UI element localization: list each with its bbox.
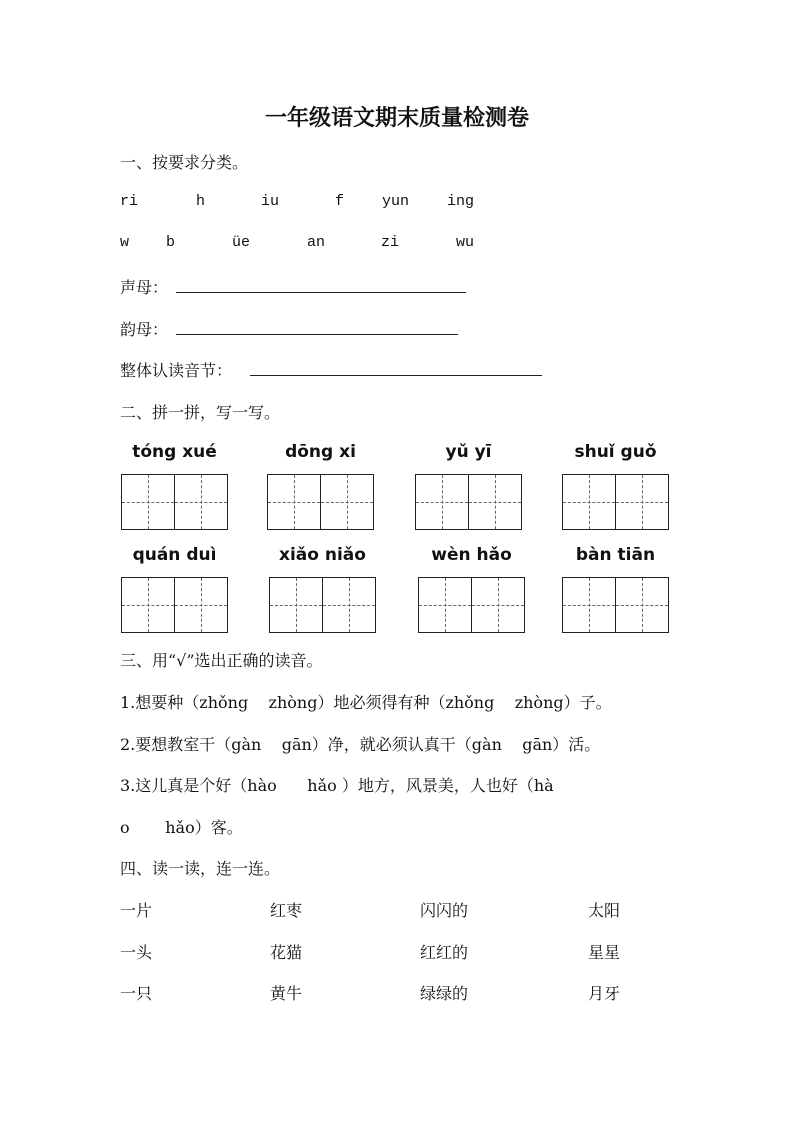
writing-grid[interactable] <box>121 474 228 530</box>
pinyin-word: dōng xi <box>285 442 356 462</box>
pinyin-item: üe <box>232 234 251 251</box>
match-item[interactable]: 一头 <box>120 943 153 962</box>
yunmu-label: 韵母： <box>120 320 169 339</box>
match-item[interactable]: 星星 <box>588 943 621 962</box>
pinyin-item: yun <box>382 193 410 210</box>
writing-grid[interactable] <box>121 577 228 633</box>
pinyin-word: bàn tiān <box>575 545 656 565</box>
pinyin-word: tóng xué <box>132 442 217 462</box>
page-title: 一年级语文期末质量检测卷 <box>264 105 529 131</box>
section4-heading: 四、读一读，连一连。 <box>120 859 281 878</box>
pinyin-item: h <box>196 193 206 210</box>
match-item[interactable]: 一片 <box>120 901 153 920</box>
section1-heading: 一、按要求分类。 <box>120 153 249 172</box>
section2-heading: 二、拼一拼，写一写。 <box>120 403 281 422</box>
writing-grid[interactable] <box>415 474 522 530</box>
pinyin-word: yǔ yī <box>445 442 492 462</box>
pinyin-item: ing <box>447 193 475 210</box>
match-item[interactable]: 花猫 <box>270 943 303 962</box>
pinyin-item: iu <box>261 193 280 210</box>
match-item[interactable]: 月牙 <box>588 984 621 1003</box>
question-3: 3.这儿真是个好（hào hǎo ）地方，风景美，人也好（hà <box>120 776 554 795</box>
match-item[interactable]: 绿绿的 <box>420 984 469 1003</box>
pinyin-word: quán duì <box>132 545 217 565</box>
shengmu-label: 声母： <box>120 278 169 297</box>
writing-grid[interactable] <box>562 577 669 633</box>
pinyin-item: an <box>307 234 326 251</box>
section3-heading: 三、用“√”选出正确的读音。 <box>120 651 323 670</box>
zhengti-answer-line[interactable] <box>250 375 542 376</box>
pinyin-item: f <box>335 193 345 210</box>
match-item[interactable]: 一只 <box>120 984 153 1003</box>
pinyin-item: b <box>166 234 176 251</box>
match-item[interactable]: 红枣 <box>270 901 303 920</box>
match-item[interactable]: 太阳 <box>588 901 621 920</box>
pinyin-item: ri <box>120 193 139 210</box>
match-item[interactable]: 红红的 <box>420 943 469 962</box>
match-item[interactable]: 闪闪的 <box>420 901 469 920</box>
question-2: 2.要想教室干（gàn gān）净，就必须认真干（gàn gān）活。 <box>120 735 601 754</box>
writing-grid[interactable] <box>269 577 376 633</box>
pinyin-word: xiǎo niǎo <box>279 545 366 565</box>
shengmu-answer-line[interactable] <box>176 292 466 293</box>
pinyin-word: shuǐ guǒ <box>574 442 657 462</box>
writing-grid[interactable] <box>562 474 669 530</box>
question-3-continued: o hǎo）客。 <box>120 818 243 837</box>
zhengti-label: 整体认读音节： <box>120 361 233 380</box>
writing-grid[interactable] <box>418 577 525 633</box>
match-item[interactable]: 黄牛 <box>270 984 303 1003</box>
pinyin-item: zi <box>381 234 400 251</box>
yunmu-answer-line[interactable] <box>176 334 458 335</box>
writing-grid[interactable] <box>267 474 374 530</box>
pinyin-item: wu <box>456 234 475 251</box>
pinyin-item: w <box>120 234 130 251</box>
pinyin-word: wèn hǎo <box>431 545 512 565</box>
question-1: 1.想要种（zhǒng zhòng）地必须得有种（zhǒng zhòng）子。 <box>120 693 612 712</box>
